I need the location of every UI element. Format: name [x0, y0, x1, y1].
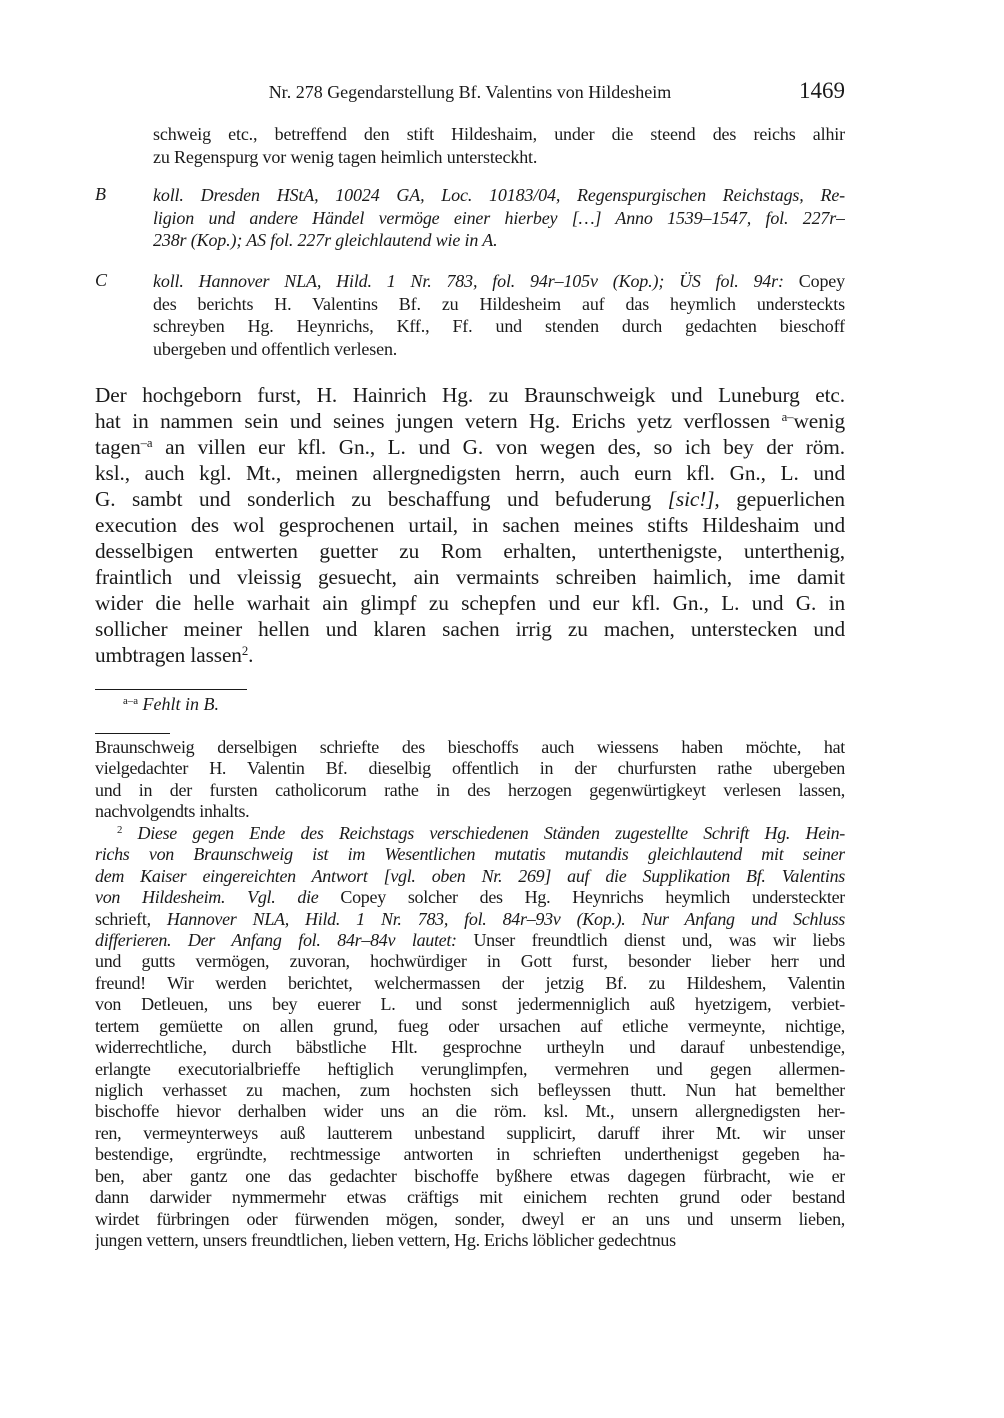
text-segment: und in der fursten catholicorum rathe in des herzogen gegenwürtigkeyt verlesen lassen,: [95, 779, 845, 800]
apparatus-a-continuation: [153, 123, 845, 168]
text-line: [95, 460, 845, 486]
note-marker: 2: [117, 823, 123, 836]
witness-b-siglum: B: [95, 184, 106, 204]
text-line: [153, 315, 845, 338]
text-segment: desselbigen entwerten guetter zu Rom erhalten, unterthenigste, unterthenig,: [95, 539, 845, 563]
text-segment: bestendige, ergründte, rechtmessige antworten in schrieften underthenigst gegeben ha-: [95, 1144, 845, 1165]
note-marker: –a: [140, 435, 153, 450]
text-segment: dann darwider nymmermehr etwas cräftigs mit einichem rechten grund oder bestand: [95, 1187, 845, 1208]
text-line: [95, 1037, 845, 1058]
text-segment: Hannover NLA, Hild. 1 Nr. 783, fol. 84r–93v (Kop.). Nur Anfang und Schluss: [166, 908, 845, 929]
text-segment: schweig etc., betreffend den stift Hildeshaim, under die steend des reichs alhir: [153, 124, 845, 144]
witness-c-description: [153, 270, 845, 361]
text-line: [95, 382, 845, 408]
text-line: [95, 973, 845, 994]
text-line: [95, 1209, 845, 1230]
text-line: [95, 1016, 845, 1037]
text-segment: richs von Braunschweig ist im Wesentlichen mutatis mutandis gleichlautend mit seiner: [95, 844, 845, 865]
text-segment: schrieft,: [95, 908, 167, 929]
text-segment: ubergeben und offentlich verlesen.: [153, 339, 398, 360]
text-segment: Copey: [798, 271, 845, 291]
text-segment: des berichts H. Valentins Bf. zu Hildesheim auf das heymlich understeckts: [153, 293, 845, 314]
text-segment: an villen eur kfl. Gn., L. und G. von wegen des, so ich bey der röm.: [152, 435, 845, 459]
text-line: [95, 1059, 845, 1080]
footnote-a-text: Fehlt in B.: [142, 694, 219, 714]
note-marker: a–: [781, 409, 794, 424]
text-segment: 238r (Kop.); AS fol. 227r gleichlautend wie in A.: [153, 230, 498, 251]
text-segment: ligion und andere Händel vermöge einer hierbey […] Anno 1539–1547, fol. 227r–: [153, 207, 845, 228]
text-segment: .: [248, 643, 254, 667]
text-line: [95, 823, 845, 844]
text-segment: G. sambt und sonderlich zu beschaffung und befuderung: [95, 487, 668, 511]
text-segment: sollicher meiner hellen und klaren sachen irrig zu machen, unterstecken und: [95, 617, 845, 641]
text-segment: von Hildesheim. Vgl. die: [95, 887, 341, 908]
text-segment: niglich verhasset zu machen, zum hochsten sich befleyssen thutt. Nun hat bemelther: [95, 1080, 845, 1100]
page-number: 1469: [799, 78, 845, 103]
text-segment: differieren. Der Anfang fol. 84r–84v lautet:: [95, 929, 474, 950]
text-line: [95, 801, 845, 822]
footnote-divider-2: [95, 733, 170, 734]
text-line: [95, 434, 845, 460]
text-segment: tagen: [95, 435, 141, 459]
text-line: [95, 1123, 845, 1144]
text-segment: jungen vettern, unsers freundtlichen, lieben vettern, Hg. Erichs löblicher gedechtnus: [95, 1230, 676, 1251]
text-segment: wirdet fürbringen oder fürwenden mögen, sonder, dweyl er an uns und unserm lieben,: [95, 1208, 845, 1229]
text-line: [153, 123, 845, 146]
text-segment: bischoffe hievor derhalben wider uns an die röm. ksl. Mt., unsern allergnedigsten her-: [95, 1101, 845, 1122]
text-segment: [122, 823, 137, 843]
text-line: [95, 758, 845, 779]
text-segment: erlangte executorialbrieffe heftiglich verunglimpfen, vermehren und gegen allermen-: [95, 1058, 845, 1079]
text-line: [95, 737, 845, 758]
text-segment: nachvolgendts inhalts.: [95, 801, 250, 822]
note-marker: 2: [241, 643, 249, 658]
text-line: [153, 338, 845, 361]
footnote-a-mark: a–a: [123, 695, 138, 708]
text-line: [95, 642, 845, 668]
text-line: [95, 486, 845, 512]
text-segment: schreyben Hg. Heynrichs, Kff., Ff. und stenden durch gedachten bieschoff: [153, 316, 845, 337]
text-segment: vielgedachter H. Valentin Bf. dieselbig offentlich in der churfursten rathe ubergeben: [95, 758, 845, 779]
text-line: [95, 538, 845, 564]
text-segment: koll. Dresden HStA, 10024 GA, Loc. 10183/04, Regenspurgischen Reichstags, Re-: [153, 185, 845, 205]
text-line: [95, 1080, 845, 1101]
text-line: [95, 590, 845, 616]
text-line: [95, 780, 845, 801]
text-segment: wider die helle warhait ain glimpf zu schepfen und eur kfl. Gn., L. und G. in: [95, 591, 845, 615]
text-line: [153, 270, 845, 293]
text-segment: Copey solcher des Hg. Heynrichs heymlich understeckter: [340, 887, 845, 908]
text-line: [95, 1187, 845, 1208]
footnote-a: [123, 694, 219, 715]
main-text: [95, 382, 845, 668]
text-line: [95, 1101, 845, 1122]
text-segment: ren, vermeynterweys auß lautterem unbestand supplicirt, daruff ihrer Mt. wir unser: [95, 1122, 845, 1143]
text-segment: hat in nammen sein und seines jungen vetern Hg. Erichs yetz verflossen: [95, 409, 782, 433]
text-segment: execution des wol gesprochenen urtail, in sachen meines stifts Hildeshaim und: [95, 513, 845, 537]
text-line: [95, 994, 845, 1015]
text-segment: gepuerlichen: [719, 487, 845, 511]
text-line: [95, 866, 845, 887]
text-segment: widerrechtliche, durch bäbstliche Hlt. gesprochne urtheyln und darauf unbestendige,: [95, 1037, 845, 1058]
text-segment: ben, aber gantz one das gedachter bischoffe byßhere etwas dagegen fürbracht, wie er: [95, 1165, 845, 1186]
text-line: [95, 951, 845, 972]
text-segment: freund! Wir werden berichtet, welchermassen der jetzig Bf. zu Hildeshem, Valentin: [95, 972, 845, 993]
text-segment: umbtragen lassen: [95, 643, 242, 667]
text-segment: fraintlich und vleissig gesuecht, ain vermaints schreiben haimlich, ime damit: [95, 565, 845, 589]
text-line: [153, 146, 845, 169]
text-segment: von Detleuen, uns bey euerer L. und sonst jedermenniglich auß hyetzigem, verbiet-: [95, 994, 845, 1015]
text-segment: Braunschweig derselbigen schriefte des bieschoffs auch wiessens haben möchte, hat: [95, 737, 845, 757]
running-header-title: Nr. 278 Gegendarstellung Bf. Valentins von Hildesheim: [268, 82, 672, 102]
text-segment: Der hochgeborn furst, H. Hainrich Hg. zu Braunschweigk und Luneburg etc.: [95, 383, 845, 407]
text-segment: ksl., auch kgl. Mt., meinen allergnedigsten herrn, auch eurn kfl. Gn., L. und: [95, 461, 845, 485]
text-segment: dem Kaiser eingereichten Antwort [vgl. oben Nr. 269] auf die Supplikation Bf. Valentins: [95, 865, 845, 886]
text-segment: [sic!],: [667, 487, 720, 511]
text-line: [95, 930, 845, 951]
text-line: [95, 564, 845, 590]
text-segment: Unser freundtlich dienst und, was wir liebs: [473, 929, 845, 950]
text-line: [95, 1166, 845, 1187]
text-line: [153, 293, 845, 316]
text-line: [95, 844, 845, 865]
text-segment: wenig: [793, 409, 845, 433]
text-line: [153, 229, 845, 252]
text-line: [95, 887, 845, 908]
text-line: [95, 909, 845, 930]
text-segment: zu Regenspurg vor wenig tagen heimlich untersteckht.: [153, 146, 538, 167]
witness-c-siglum: C: [95, 270, 108, 290]
text-line: [153, 207, 845, 230]
text-line: [95, 408, 845, 434]
text-line: [95, 1230, 845, 1251]
text-line: [153, 184, 845, 207]
text-line: [95, 1144, 845, 1165]
text-segment: und gutts vermögen, zuvoran, hochwürdiger in Gott furst, besonder lieber herr und: [95, 951, 845, 972]
footnotes: [95, 737, 845, 1252]
text-segment: tertem gemüette on allen grund, fueg oder ursachen auf etliche vermeynte, nichtige,: [95, 1015, 845, 1036]
text-segment: koll. Hannover NLA, Hild. 1 Nr. 783, fol. 94r–105v (Kop.); ÜS fol. 94r:: [153, 271, 799, 291]
text-segment: Diese gegen Ende des Reichstags verschiedenen Ständen zugestellte Schrift Hg. Hein-: [137, 822, 845, 843]
text-line: [95, 512, 845, 538]
witness-b-description: [153, 184, 845, 252]
footnote-divider: [95, 689, 247, 690]
text-line: [95, 616, 845, 642]
